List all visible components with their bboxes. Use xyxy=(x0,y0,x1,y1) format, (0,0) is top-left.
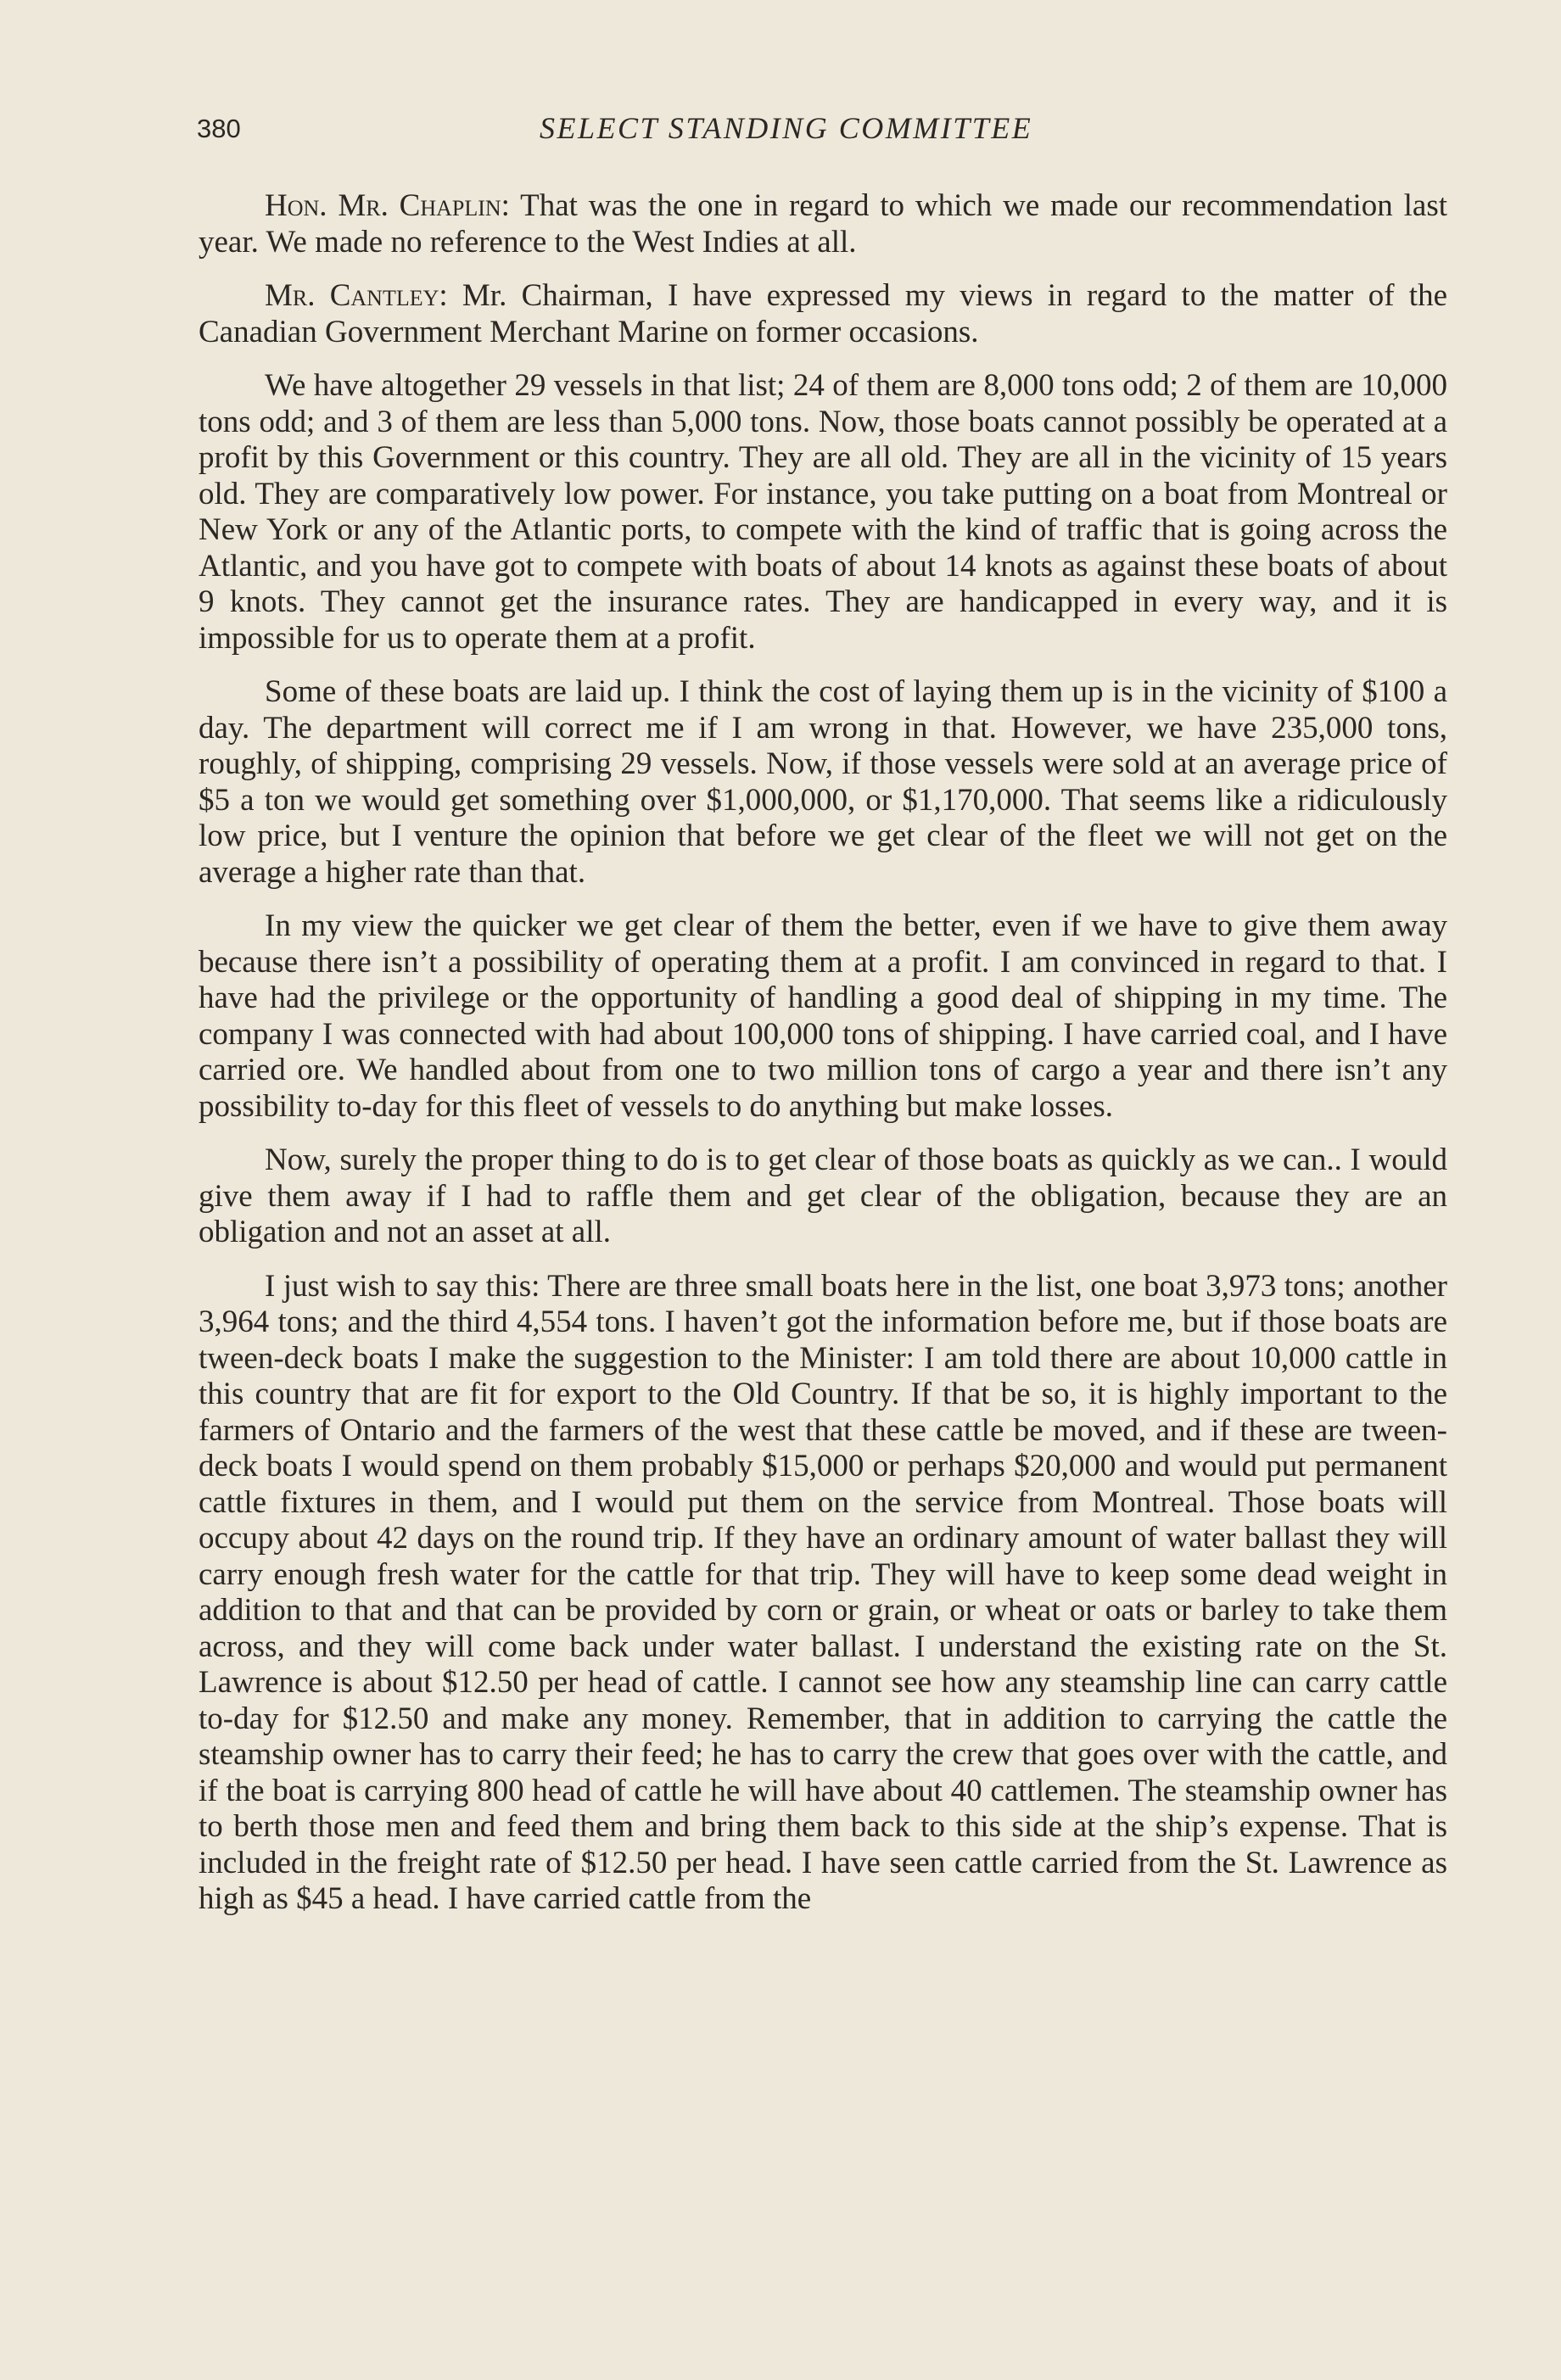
speaker-name: Hon. Mr. Chaplin: xyxy=(265,188,510,223)
running-head: SELECT STANDING COMMITTEE xyxy=(540,111,1033,145)
body-text xyxy=(199,188,1447,1936)
paragraph-4: Some of these boats are laid up. I think the cost of laying them up is in the vicinity of $100 a day. The department will correct me if I am wrong in that. However, we have 235,000 tons, roughly, of shipping, comprising 29 vessels. Now, if those vessels were sold at an average price of $5 a ton we would get something over $1,000,000, or $1,170,000. That seems like a ridiculously low price, but I venture the opinion that before we get clear of the fleet we will not get on the average a higher rate than that. xyxy=(199,674,1447,890)
paragraph-text: Mr. Chairman, I have expressed my views in regard to the matter of the Canadian Government Merchant Marine on former occasions. xyxy=(199,278,1447,349)
paragraph-6: Now, surely the proper thing to do is to get clear of those boats as quickly as we can.. I would give them away if I had to raffle them and get clear of the obligation, because they are an obligation and not an asset at all. xyxy=(199,1143,1447,1249)
page-number: 380 xyxy=(197,114,241,143)
speaker-name: Mr. Cantley: xyxy=(265,278,448,313)
paragraph-text: That was the one in regard to which we made our recommendation last year. We made no reference to the West Indies at all. xyxy=(199,188,1447,260)
paragraph-2 xyxy=(199,278,1447,350)
paragraph-3: We have altogether 29 vessels in that list; 24 of them are 8,000 tons odd; 2 of them are 10,000 tons odd; and 3 of them are less than 5,000 tons. Now, those boats cannot possibly be operated at a profit by this Government or this country. They are all old. They are all in the vicinity of 15 years old. They are comparatively low power. For instance, you take putting on a boat from Montreal or New York or any of the Atlantic ports, to compete with the kind of traffic that is going across the Atlantic, and you have got to compete with boats of about 14 knots as against these boats of about 9 knots. They cannot get the insurance rates. They are handicapped in every way, and it is impossible for us to operate them at a profit. xyxy=(199,368,1447,656)
page-header xyxy=(0,109,1561,159)
paragraph-1 xyxy=(199,188,1447,260)
paragraph-5: In my view the quicker we get clear of them the better, even if we have to give them away because there isn’t a possibility of operating them at a profit. I am convinced in regard to that. I have had the privilege or the opportunity of handling a good deal of shipping in my time. The company I was connected with had about 100,000 tons of shipping. I have carried coal, and I have carried ore. We handled about from one to two million tons of cargo a year and there isn’t any possibility to-day for this fleet of vessels to do anything but make losses. xyxy=(199,908,1447,1124)
paragraph-7: I just wish to say this: There are three small boats here in the list, one boat 3,973 tons; another 3,964 tons; and the third 4,554 tons. I haven’t got the information before me, but if those boats are tween-deck boats I make the suggestion to the Minister: I am told there are about 10,000 cattle in this country that are fit for export to the Old Country. If that be so, it is highly important to the farmers of Ontario and the farmers of the west that these cattle be moved, and if these are tween-deck boats I would spend on them probably $15,000 or perhaps $20,000 and would put permanent cattle fixtures in them, and I would put them on the service from Montreal. Those boats will occupy about 42 days on the round trip. If they have an ordinary amount of water ballast they will carry enough fresh water for the cattle for that trip. They will have to keep some dead weight in addition to that and that can be provided by corn or grain, or wheat or oats or barley to take them across, and they will come back under water ballast. I understand the existing rate on the St. Lawrence is about $12.50 per head of cattle. I cannot see how any steamship line can carry cattle to-day for $12.50 and make any money. Remember, that in addition to carrying the cattle the steamship owner has to carry their feed; he has to carry the crew that goes over with the cattle, and if the boat is carrying 800 head of cattle he will have about 40 cattlemen. The steamship owner has to berth those men and feed them and bring them back to this side at the ship’s expense. That is included in the freight rate of $12.50 per head. I have seen cattle carried from the St. Lawrence as high as $45 a head. I have carried cattle from the xyxy=(199,1268,1447,1916)
